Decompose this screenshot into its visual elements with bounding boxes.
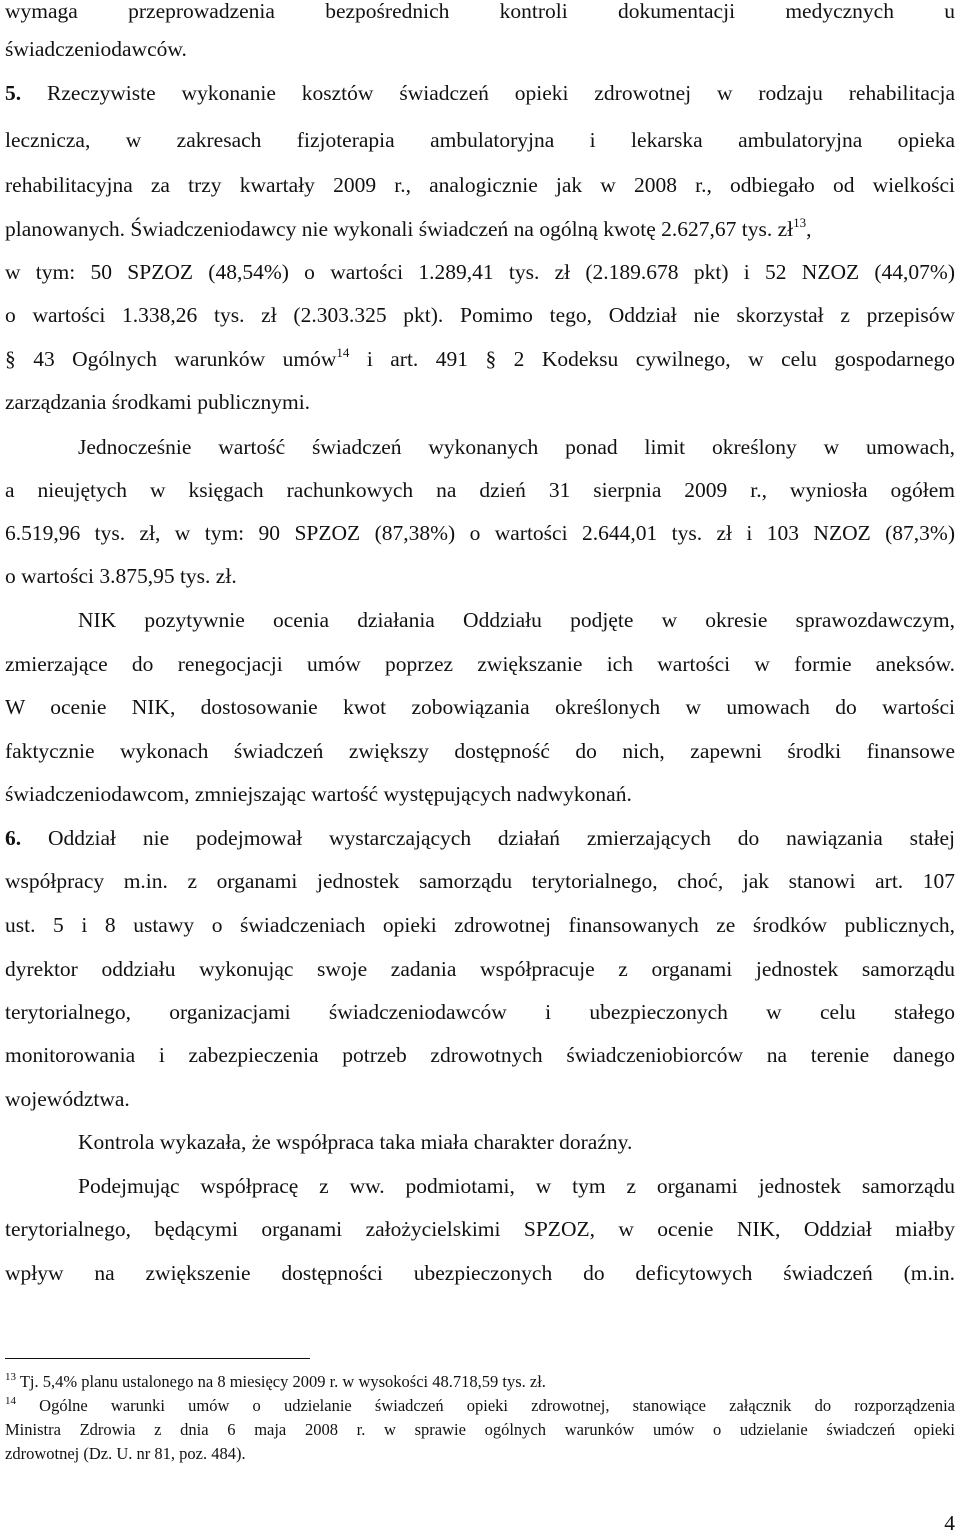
text-line: dyrektor oddziału wykonując swoje zadania współpracuje z organami jednostek samorządu: [5, 957, 955, 981]
paragraph-first-line: Podejmując współpracę z ww. podmiotami, w tym z organami jednostek samorządu: [78, 1174, 955, 1198]
text-span: i art. 491: [366, 347, 468, 371]
text-line: [5, 214, 955, 244]
text-span: Rzeczywiste wykonanie kosztów świadczeń opieki zdrowotnej w rodzaju rehabilitacja: [47, 81, 955, 105]
text-span: 2 Kodeksu cywilnego, w celu gospodarnego: [513, 347, 955, 371]
text-line: wpływ na zwiększenie dostępności ubezpieczonych do deficytowych świadczeń (m.in.: [5, 1261, 955, 1285]
text-line: zarządzania środkami publicznymi.: [5, 390, 311, 414]
text-line: ust. 5 i 8 ustawy o świadczeniach opieki zdrowotnej finansowanych ze środków publicznych,: [5, 913, 955, 937]
footnote-ref-13: 13: [793, 215, 807, 230]
footnote-number: 13: [5, 1371, 16, 1383]
footnote-text: Tj. 5,4% planu ustalonego na 8 miesięcy 2009 r. w wysokości 48.718,59 tys. zł.: [19, 1372, 546, 1391]
text-line: województwa.: [5, 1087, 130, 1111]
paragraph-first-line: Jednocześnie wartość świadczeń wykonanych ponad limit określony w umowach,: [78, 435, 955, 459]
text-line: o wartości 1.338,26 tys. zł (2.303.325 pkt). Pomimo tego, Oddział nie skorzystał z przepisów: [5, 303, 955, 327]
text-line: zmierzające do renegocjacji umów poprzez zwiększanie ich wartości w formie aneksów.: [5, 652, 955, 676]
footnote-separator: [5, 1358, 310, 1359]
text-line: lecznicza, w zakresach fizjoterapia ambulatoryjna i lekarska ambulatoryjna opieka: [5, 128, 955, 152]
text-span: planowanych. Świadczeniodawcy nie wykonali świadczeń na ogólną kwotę 2.627,67 tys. zł: [5, 217, 794, 241]
paragraph-first-line: Kontrola wykazała, że współpraca taka miała charakter doraźny.: [78, 1130, 633, 1154]
page-number: 4: [944, 1511, 955, 1535]
footnote-14: [5, 1395, 955, 1417]
text-line: 6.519,96 tys. zł, w tym: 90 SPZOZ (87,38%) o wartości 2.644,01 tys. zł i 103 NZOZ (87,3%): [5, 521, 955, 545]
text-line: W ocenie NIK, dostosowanie kwot zobowiązania określonych w umowach do wartości: [5, 695, 955, 719]
footnote-ref-14: 14: [336, 345, 350, 360]
paragraph-first-line: NIK pozytywnie ocenia działania Oddziału podjęte w okresie sprawozdawczym,: [78, 608, 955, 632]
text-span: ,: [806, 217, 812, 241]
text-line: o wartości 3.875,95 tys. zł.: [5, 564, 237, 588]
text-line: wymaga przeprowadzenia bezpośrednich kontroli dokumentacji medycznych u: [5, 0, 955, 23]
text-line: współpracy m.in. z organami jednostek samorządu terytorialnego, choć, jak stanowi art. 107: [5, 869, 955, 893]
footnote-text-line: zdrowotnej (Dz. U. nr 81, poz. 484).: [5, 1444, 246, 1463]
text-line: rehabilitacyjna za trzy kwartały 2009 r., analogicznie jak w 2008 r., odbiegało od wielkości: [5, 173, 955, 197]
text-line: a nieujętych w księgach rachunkowych na dzień 31 sierpnia 2009 r., wyniosła ogółem: [5, 478, 955, 502]
text-line: świadczeniodawców.: [5, 37, 187, 61]
footnote-text-line: Ministra Zdrowia z dnia 6 maja 2008 r. w sprawie ogólnych warunków umów o udzielanie świadczeń opieki: [5, 1420, 955, 1439]
text-line: monitorowania i zabezpieczenia potrzeb zdrowotnych świadczeniobiorców na terenie danego: [5, 1043, 955, 1067]
text-line: w tym: 50 SPZOZ (48,54%) o wartości 1.289,41 tys. zł (2.189.678 pkt) i 52 NZOZ (44,07%): [5, 260, 955, 284]
text-line: terytorialnego, będącymi organami założycielskimi SPZOZ, w ocenie NIK, Oddział miałby: [5, 1217, 955, 1241]
text-line: faktycznie wykonach świadczeń zwiększy dostępność do nich, zapewni środki finansowe: [5, 739, 955, 763]
text-line: świadczeniodawcom, zmniejszając wartość występujących nadwykonań.: [5, 782, 632, 806]
text-line: terytorialnego, organizacjami świadczeniodawców i ubezpieczonych w celu stałego: [5, 1000, 955, 1024]
text-span: 43 Ogólnych warunków umów: [33, 347, 337, 371]
section-sign: §: [485, 347, 497, 371]
item-number: 5.: [5, 81, 22, 105]
footnote-number: 14: [5, 1395, 16, 1407]
item-number: 6.: [5, 826, 22, 850]
text-span: Oddział nie podejmował wystarczających działań zmierzających do nawiązania stałej: [47, 826, 955, 850]
footnote-13: [5, 1371, 955, 1393]
footnote-text: Ogólne warunki umów o udzielanie świadczeń opieki zdrowotnej, stanowiące załącznik do rozporządzenia: [39, 1396, 956, 1415]
item-6-line: [5, 823, 955, 853]
text-line: [5, 344, 955, 374]
section-sign: §: [5, 347, 16, 371]
item-5-line: [5, 78, 955, 108]
